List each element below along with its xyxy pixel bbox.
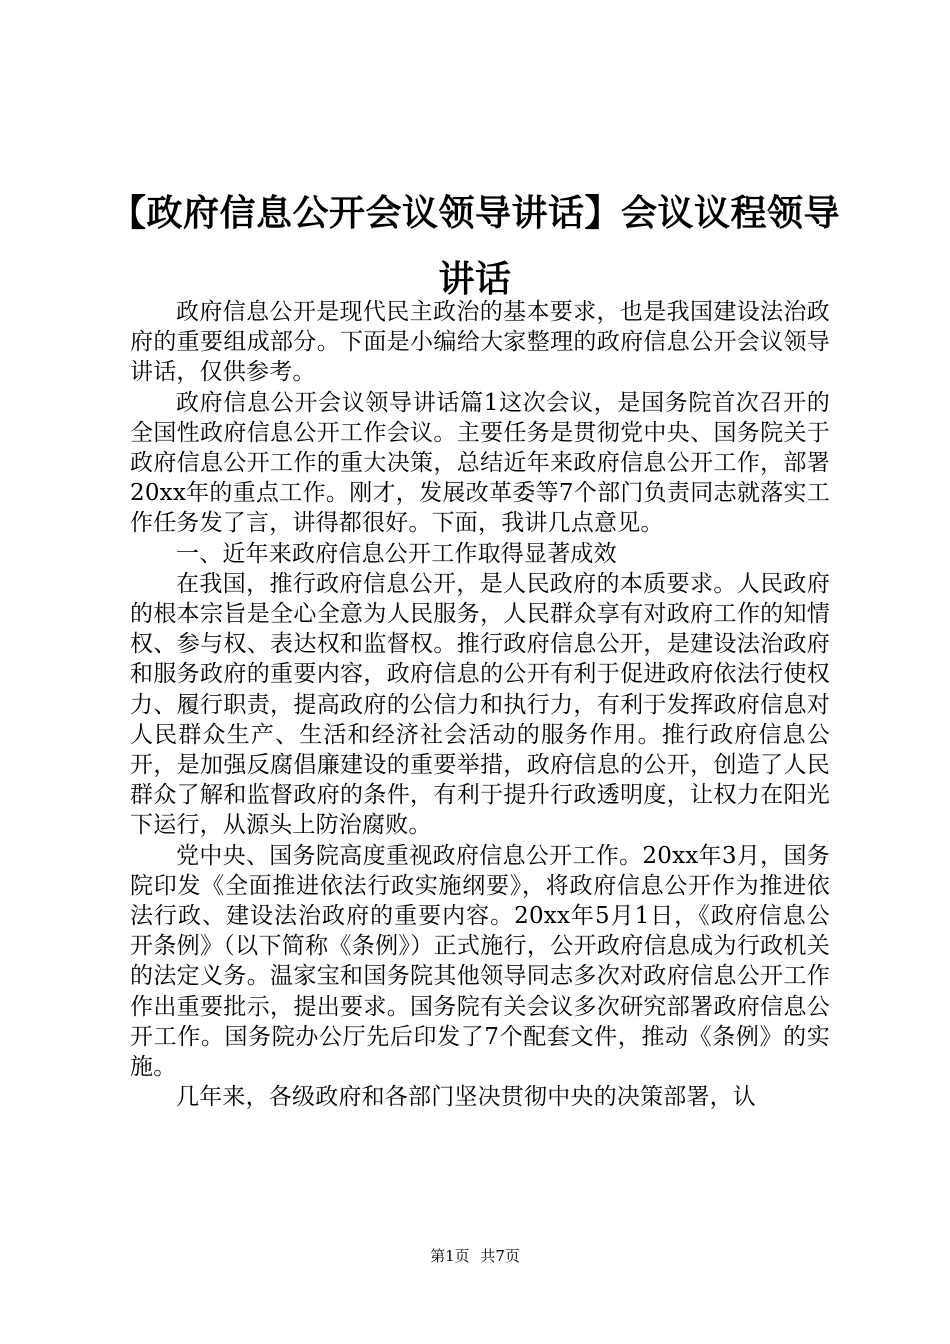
- paragraph-policy-history: 党中央、国务院高度重视政府信息公开工作。20xx年3月，国务院印发《全面推进依法行政实施纲要》，将政府信息公开作为推进依法行政、建设法治政府的重要内容。20xx年5月1日，《政府信息公开条例》（以下简称《条例》）正式施行，公开政府信息成为行政机关的法定义务。温家宝和国务院其他领导同志多次对政府信息公开工作作出重要批示，提出要求。国务院有关会议多次研究部署政府信息公开工作。国务院办公厅先后印发了7个配套文件，推动《条例》的实施。: [130, 842, 830, 1081]
- document-title: 【政府信息公开会议领导讲话】会议议程领导讲话: [109, 192, 840, 300]
- document-body: [130, 297, 830, 1112]
- paragraph-intro: 政府信息公开是现代民主政治的基本要求，也是我国建设法治政府的重要组成部分。下面是小编给大家整理的政府信息公开会议领导讲话，仅供参考。: [130, 299, 830, 386]
- page-total: 共7页: [480, 1247, 520, 1265]
- paragraph-speech-opening: 政府信息公开会议领导讲话篇1这次会议，是国务院首次召开的全国性政府信息公开工作会议。主要任务是贯彻党中央、国务院关于政府信息公开工作的重大决策，总结近年来政府信息公开工作，部署20xx年的重点工作。刚才，发展改革委等7个部门负责同志就落实工作任务发了言，讲得都很好。下面，我讲几点意见。: [130, 389, 830, 537]
- paragraph-significance: 在我国，推行政府信息公开，是人民政府的本质要求。人民政府的根本宗旨是全心全意为人民服务，人民群众享有对政府工作的知情权、参与权、表达权和监督权。推行政府信息公开，是建设法治政府和服务政府的重要内容，政府信息的公开有利于促进政府依法行使权力、履行职责，提高政府的公信力和执行力，有利于发挥政府信息对人民群众生产、生活和经济社会活动的服务作用。推行政府信息公开，是加强反腐倡廉建设的重要举措，政府信息的公开，创造了人民群众了解和监督政府的条件，有利于提升行政透明度，让权力在阳光下运行，从源头上防治腐败。: [130, 570, 830, 839]
- paragraph-progress: 几年来，各级政府和各部门坚决贯彻中央的决策部署，认: [176, 1084, 756, 1111]
- page-number: 第1页: [430, 1247, 470, 1265]
- page-footer: [0, 1246, 950, 1266]
- section-heading: 一、近年来政府信息公开工作取得显著成效: [176, 540, 617, 567]
